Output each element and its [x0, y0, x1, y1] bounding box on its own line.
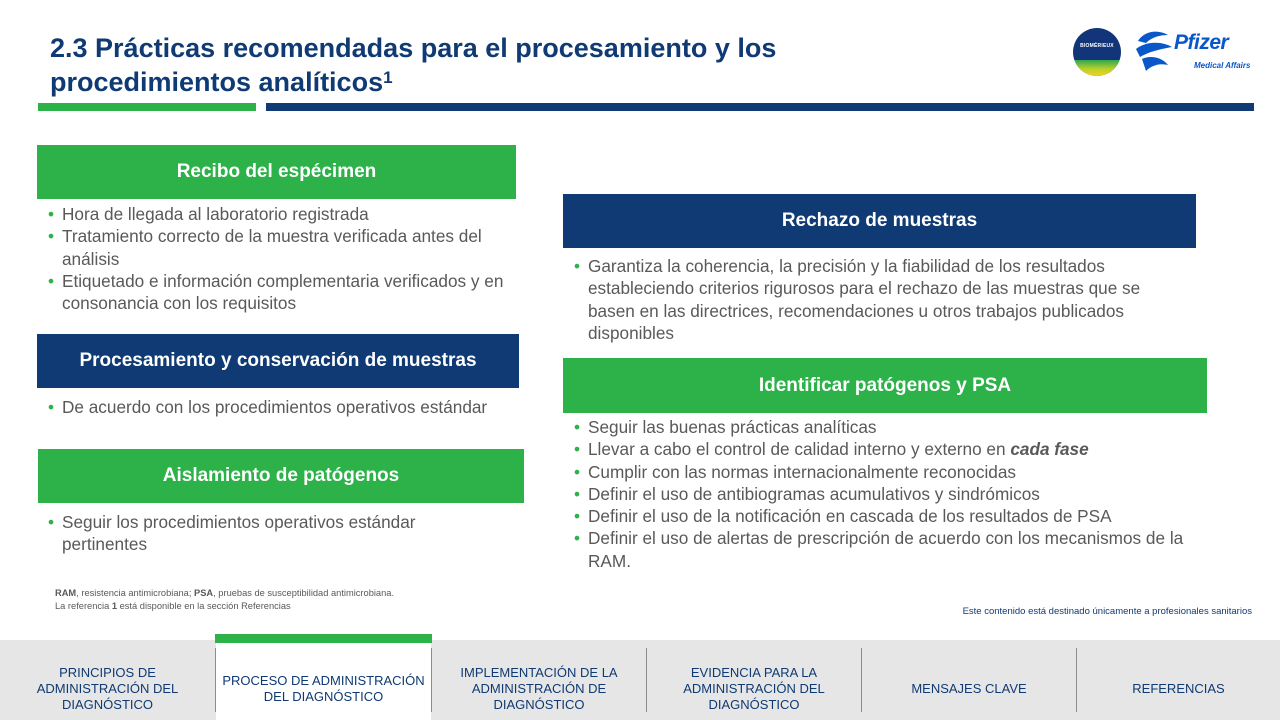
- footnote-ref-post: está disponible en la sección Referencias: [117, 601, 291, 611]
- list-item: • Etiquetado e información complementaria verificados y en consonancia con los requisitos: [48, 270, 508, 315]
- pfizer-logo: [1134, 29, 1254, 77]
- disclaimer: Este contenido está destinado únicamente a profesionales sanitarios: [962, 606, 1252, 617]
- list-item: • Tratamiento correcto de la muestra verificada antes del análisis: [48, 225, 508, 270]
- list-item: [574, 438, 1204, 460]
- footnote-ref-num: 1: [111, 601, 118, 611]
- nav-tab-referencias[interactable]: [1077, 640, 1280, 720]
- list-item: • Cumplir con las normas internacionalmente reconocidas: [574, 461, 1204, 483]
- bottom-navigation: [0, 640, 1280, 720]
- nav-tab-implementacion[interactable]: [432, 640, 646, 720]
- list-item: • Garantiza la coherencia, la precisión y la fiabilidad de los resultados estableciendo criterios rigurosos para el rechazo de las muestras que se basen en las directrices, recomendaciones u otros trabajos publicados disponibles: [574, 255, 1174, 344]
- section-header-rechazo: [563, 194, 1196, 248]
- footnote-psa-def: , pruebas de susceptibilidad antimicrobiana.: [213, 588, 395, 598]
- emphasis-text: cada fase: [1010, 439, 1089, 460]
- pfizer-helix-icon: [1134, 29, 1174, 73]
- active-tab-indicator: [215, 634, 432, 643]
- list-item: • De acuerdo con los procedimientos operativos estándar: [48, 396, 488, 418]
- nav-divider: [431, 648, 432, 712]
- nav-tab-principios[interactable]: [0, 640, 215, 720]
- list-item: • Seguir las buenas prácticas analíticas: [574, 416, 1204, 438]
- nav-tab-evidencia[interactable]: [647, 640, 861, 720]
- list-item: • Definir el uso de antibiogramas acumulativos y sindrómicos: [574, 483, 1204, 505]
- bullet-list-aislamiento: [48, 511, 488, 556]
- page-title-line2: procedimientos analíticos: [50, 67, 384, 97]
- footnote-psa-abbr: PSA: [194, 588, 214, 598]
- section-title-recibo: Recibo del espécimen: [176, 161, 377, 182]
- nav-tab-label: PRINCIPIOS DE ADMINISTRACIÓN DEL DIAGNÓSTICO: [36, 665, 179, 712]
- title-underline-navy: [266, 103, 1254, 111]
- section-header-procesamiento: [37, 334, 519, 388]
- section-header-aislamiento: [38, 449, 524, 503]
- section-header-recibo: [37, 145, 516, 199]
- pfizer-logo-subtitle: Medical Affairs: [1194, 61, 1251, 70]
- title-reference-superscript: 1: [383, 68, 393, 87]
- biomerieux-logo-text: BIOMÉRIEUX: [1080, 43, 1114, 49]
- nav-tab-label: IMPLEMENTACIÓN DE LA ADMINISTRACIÓN DE DIAGNÓSTICO: [460, 665, 618, 712]
- bullet-list-procesamiento: [48, 396, 488, 418]
- page-title: [50, 31, 1010, 99]
- footnote-ram-def: , resistencia antimicrobiana;: [76, 588, 195, 598]
- section-title-rechazo: Rechazo de muestras: [781, 210, 978, 231]
- section-title-aislamiento: Aislamiento de patógenos: [162, 465, 400, 486]
- list-item: • Hora de llegada al laboratorio registrada: [48, 203, 508, 225]
- list-item: • Definir el uso de la notificación en cascada de los resultados de PSA: [574, 505, 1204, 527]
- nav-divider: [1076, 648, 1077, 712]
- bullet-list-rechazo: [574, 255, 1174, 344]
- nav-tab-label: MENSAJES CLAVE: [911, 681, 1027, 696]
- biomerieux-logo-stripe: [1073, 60, 1121, 76]
- section-header-identificar: [563, 358, 1207, 413]
- biomerieux-logo: [1073, 28, 1121, 76]
- nav-divider: [646, 648, 647, 712]
- nav-tab-label: PROCESO DE ADMINISTRACIÓN DEL DIAGNÓSTICO: [222, 673, 425, 704]
- section-title-identificar: Identificar patógenos y PSA: [758, 374, 1012, 396]
- section-title-procesamiento: Procesamiento y conservación de muestras: [79, 350, 477, 371]
- page-title-line1: 2.3 Prácticas recomendadas para el procesamiento y los: [50, 33, 777, 63]
- nav-tab-label: EVIDENCIA PARA LA ADMINISTRACIÓN DEL DIAGNÓSTICO: [683, 665, 825, 712]
- nav-tab-proceso[interactable]: [216, 640, 431, 720]
- list-item-text: Llevar a cabo el control de calidad interno y externo en: [588, 439, 1006, 460]
- nav-divider: [861, 648, 862, 712]
- pfizer-logo-text: Pfizer: [1174, 31, 1229, 54]
- footnote: [55, 587, 394, 613]
- nav-tab-mensajes-clave[interactable]: [862, 640, 1076, 720]
- footnote-ref-pre: La referencia: [55, 601, 112, 611]
- footnote-ram-abbr: RAM: [55, 588, 77, 598]
- bullet-list-identificar: [574, 416, 1204, 572]
- list-item: • Seguir los procedimientos operativos estándar pertinentes: [48, 511, 488, 556]
- list-item: • Definir el uso de alertas de prescripción de acuerdo con los mecanismos de la RAM.: [574, 527, 1204, 572]
- nav-divider: [215, 648, 216, 712]
- title-underline-green: [38, 103, 256, 111]
- nav-tab-label: REFERENCIAS: [1132, 681, 1225, 696]
- bullet-list-recibo: [48, 203, 508, 314]
